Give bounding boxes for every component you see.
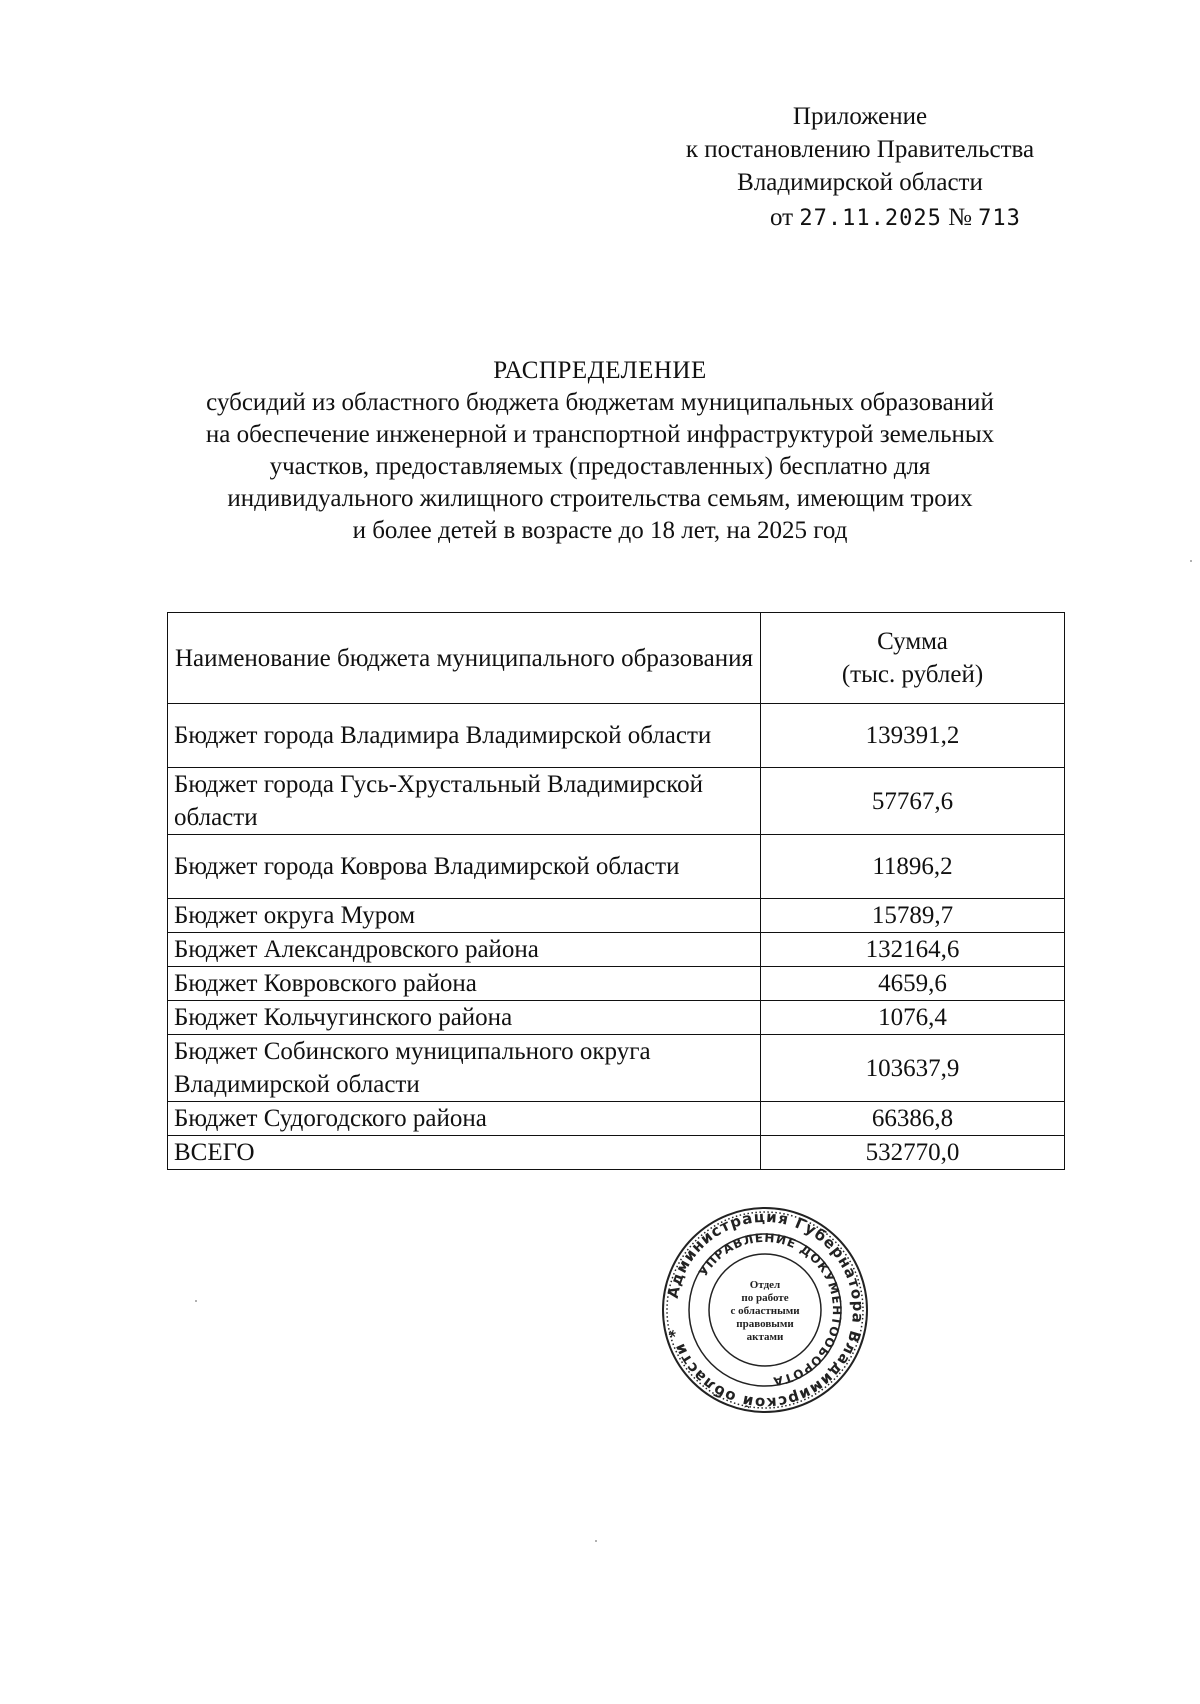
scan-speck <box>1190 560 1192 562</box>
number-prefix: № <box>948 204 972 231</box>
row-budget-name: Бюджет города Коврова Владимирской области <box>168 835 761 899</box>
header-sum-line1: Сумма <box>877 628 948 655</box>
row-sum: 139391,2 <box>761 704 1065 768</box>
date-prefix: от <box>770 204 794 231</box>
scan-speck <box>195 1300 197 1302</box>
row-budget-name: Бюджет Ковровского района <box>168 967 761 1001</box>
row-budget-name: Бюджет Александровского района <box>168 933 761 967</box>
row-sum: 15789,7 <box>761 899 1065 933</box>
row-sum: 66386,8 <box>761 1102 1065 1136</box>
table-header-row <box>168 613 1065 704</box>
table-row <box>168 933 1065 967</box>
row-budget-name: Бюджет Кольчугинского района <box>168 1001 761 1035</box>
table-row <box>168 967 1065 1001</box>
document-title <box>150 355 1050 547</box>
row-sum: 11896,2 <box>761 835 1065 899</box>
decree-number: 713 <box>978 206 1021 231</box>
table-row <box>168 1001 1065 1035</box>
title-heading: РАСПРЕДЕЛЕНИЕ <box>493 357 707 384</box>
table-row <box>168 1035 1065 1102</box>
title-subtitle: субсидий из областного бюджета бюджетам муниципальных образований на обеспечение инженерной и транспортной инфраструктурой земельных участков, предоставляемых (предоставленных) бесплатно для индивидуального жилищного строительства семьям, имеющим троих и более детей в возрасте до 18 лет, на 2025 год <box>205 389 995 544</box>
header-sum <box>761 613 1065 704</box>
stamp-graphic <box>660 1205 870 1415</box>
appendix-block <box>660 100 1060 235</box>
stamp-center-text <box>730 1279 800 1343</box>
row-sum: 1076,4 <box>761 1001 1065 1035</box>
row-budget-name: Бюджет города Гусь-Хрустальный Владимирской области <box>168 768 761 835</box>
header-sum-line2: (тыс. рублей) <box>841 661 984 688</box>
row-budget-name: Бюджет Собинского муниципального округа Владимирской области <box>168 1035 761 1102</box>
table-row <box>168 1102 1065 1136</box>
appendix-line3: Владимирской области <box>737 169 983 196</box>
row-sum: 4659,6 <box>761 967 1065 1001</box>
row-budget-name: Бюджет Судогодского района <box>168 1102 761 1136</box>
table-total-row <box>168 1136 1065 1170</box>
row-sum: 103637,9 <box>761 1035 1065 1102</box>
total-sum: 532770,0 <box>761 1136 1065 1170</box>
total-label: ВСЕГО <box>168 1136 761 1170</box>
row-budget-name: Бюджет округа Муром <box>168 899 761 933</box>
table-row <box>168 768 1065 835</box>
row-sum: 57767,6 <box>761 768 1065 835</box>
appendix-line1: Приложение <box>792 103 928 130</box>
stamp-center-line: правовыми <box>736 1318 794 1330</box>
official-stamp <box>660 1205 870 1415</box>
table-row <box>168 704 1065 768</box>
stamp-outer-textpath: Администрация Губернатора Владимирской области * <box>663 1207 868 1413</box>
row-sum: 132164,6 <box>761 933 1065 967</box>
stamp-center-line: Отдел <box>749 1279 781 1291</box>
table-body <box>168 704 1065 1136</box>
decree-date: 27.11.2025 <box>799 206 942 231</box>
row-budget-name: Бюджет города Владимира Владимирской области <box>168 704 761 768</box>
stamp-inner-textpath: УПРАВЛЕНИЕ ДОКУМЕНТООБОРОТА <box>696 1230 845 1389</box>
table-row <box>168 899 1065 933</box>
header-name: Наименование бюджета муниципального образования <box>168 613 761 704</box>
stamp-center-line: с областными <box>730 1305 800 1317</box>
stamp-center-line: по работе <box>741 1292 789 1304</box>
table-row <box>168 835 1065 899</box>
appendix-date-line <box>660 201 1060 235</box>
stamp-center-line: актами <box>746 1331 784 1343</box>
scan-speck <box>595 1540 597 1542</box>
distribution-table <box>167 612 1065 1170</box>
appendix-line2: к постановлению Правительства <box>685 136 1035 163</box>
